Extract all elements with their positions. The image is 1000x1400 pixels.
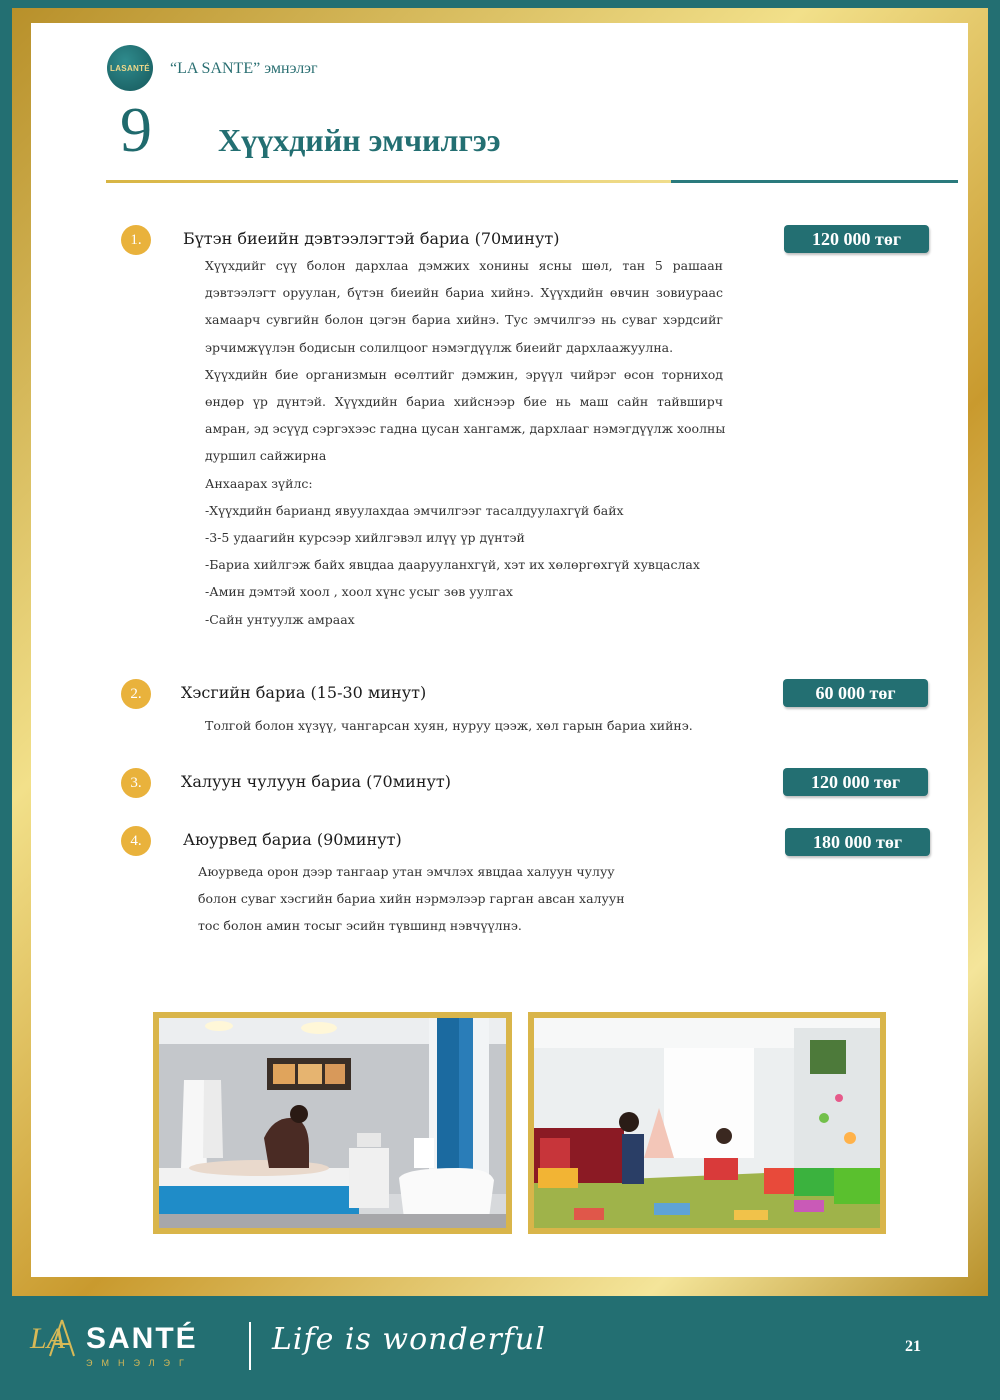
massage-room-illustration	[159, 1018, 506, 1228]
description-line: амран, эд эсүүд сэргэхээс гадна цусан хангамж, дархлааг нэмэгдүүлж хоолны	[205, 421, 726, 437]
item-number-badge: 3.	[121, 768, 151, 798]
item-description	[205, 252, 726, 633]
footer-logo-sub: ЭМНЭЛЭГ	[86, 1358, 193, 1368]
price-tag: 60 000 төг	[783, 679, 928, 707]
footer-logo-prefix: LA	[30, 1322, 66, 1355]
description-line: тос болон амин тосыг эсийн түвшинд нэвчүүлнэ.	[198, 918, 522, 934]
footer-logo-text: SANTÉ	[86, 1322, 198, 1355]
price-tag: 180 000 төг	[785, 828, 930, 856]
item-title: Хэсгийн бариа (15-30 минут)	[181, 683, 427, 702]
item-title: Бүтэн биеийн дэвтээлэгтэй бариа (70минут)	[183, 229, 560, 248]
description-line: дуршил сайжирна	[205, 448, 327, 464]
page-title: Хүүхдийн эмчилгээ	[218, 122, 501, 158]
clinic-logo-badge	[107, 45, 153, 91]
kids-playroom-illustration	[534, 1018, 880, 1228]
footer-logo	[30, 1318, 240, 1378]
massage-room-photo	[153, 1012, 512, 1234]
item-description: Толгой болон хүзүү, чангарсан хуян, нуруу цээж, хөл гарын бариа хийнэ.	[205, 718, 693, 733]
logo-badge-text: LASANTÉ	[110, 63, 150, 73]
description-line: дэвтээлэгт оруулан, бүтэн биеийн бариа хийнэ. Хүүхдийн өвчин зовиураас	[205, 285, 723, 301]
page-number: 21	[905, 1338, 921, 1355]
description-line: эрчимжүүлэн бодисын солилцоог нэмэгдүүлж биеийг дархлаажуулна.	[205, 339, 674, 355]
footer-slogan: Life is wonderful	[272, 1322, 546, 1357]
note-item: -Амин дэмтэй хоол , хоол хүнс усыг зөв уулгах	[205, 584, 513, 600]
note-item: -Хүүхдийн барианд явуулахдаа эмчилгээг тасалдуулахгүй байх	[205, 502, 624, 518]
notes-heading: Анхаарах зүйлс:	[205, 475, 313, 491]
note-item: -3-5 удаагийн курсээр хийлгэвэл илүү үр дүнтэй	[205, 530, 525, 546]
note-item: -Бариа хийлгэж байх явцдаа даарууланхгүй, хэт их хөлөргөхгүй хувцаслах	[205, 557, 700, 573]
note-item: -Сайн унтуулж амраах	[205, 611, 355, 627]
item-number-badge: 1.	[121, 225, 151, 255]
item-description	[198, 858, 678, 940]
clinic-name: “LA SANTE” эмнэлэг	[170, 60, 318, 77]
description-line: Хүүхдийг сүү болон дархлаа дэмжих хонины ясны шөл, тан 5 рашаан	[205, 258, 723, 273]
header-rule-teal	[671, 180, 958, 183]
section-number: 9	[120, 94, 152, 165]
kids-playroom-photo	[528, 1012, 886, 1234]
description-line: болон суваг хэсгийн бариа хийн нэрмэлээр гарган авсан халуун	[198, 891, 625, 907]
description-line: Аюурведа орон дээр тангаар утан эмчлэх явцдаа халуун чулуу	[198, 864, 615, 879]
item-title: Халуун чулуун бариа (70минут)	[181, 772, 451, 791]
price-tag: 120 000 төг	[783, 768, 928, 796]
description-line: хамаарч сувгийн болон цэгэн бариа хийнэ. Тус эмчилгээ нь суваг хэрдсийг	[205, 312, 723, 328]
header-rule-gold	[106, 180, 671, 183]
price-tag: 120 000 төг	[784, 225, 929, 253]
item-title: Аюурвед бариа (90минут)	[183, 830, 402, 849]
footer-divider	[249, 1322, 251, 1370]
item-number-badge: 4.	[121, 826, 151, 856]
item-number-badge: 2.	[121, 679, 151, 709]
description-line: өндөр үр дүнтэй. Хүүхдийн бариа хийснээр бие нь маш сайн тайвширч	[205, 394, 723, 410]
description-line: Хүүхдийн бие организмын өсөлтийг дэмжин, эрүүл чийрэг өсон торниход	[205, 366, 723, 382]
